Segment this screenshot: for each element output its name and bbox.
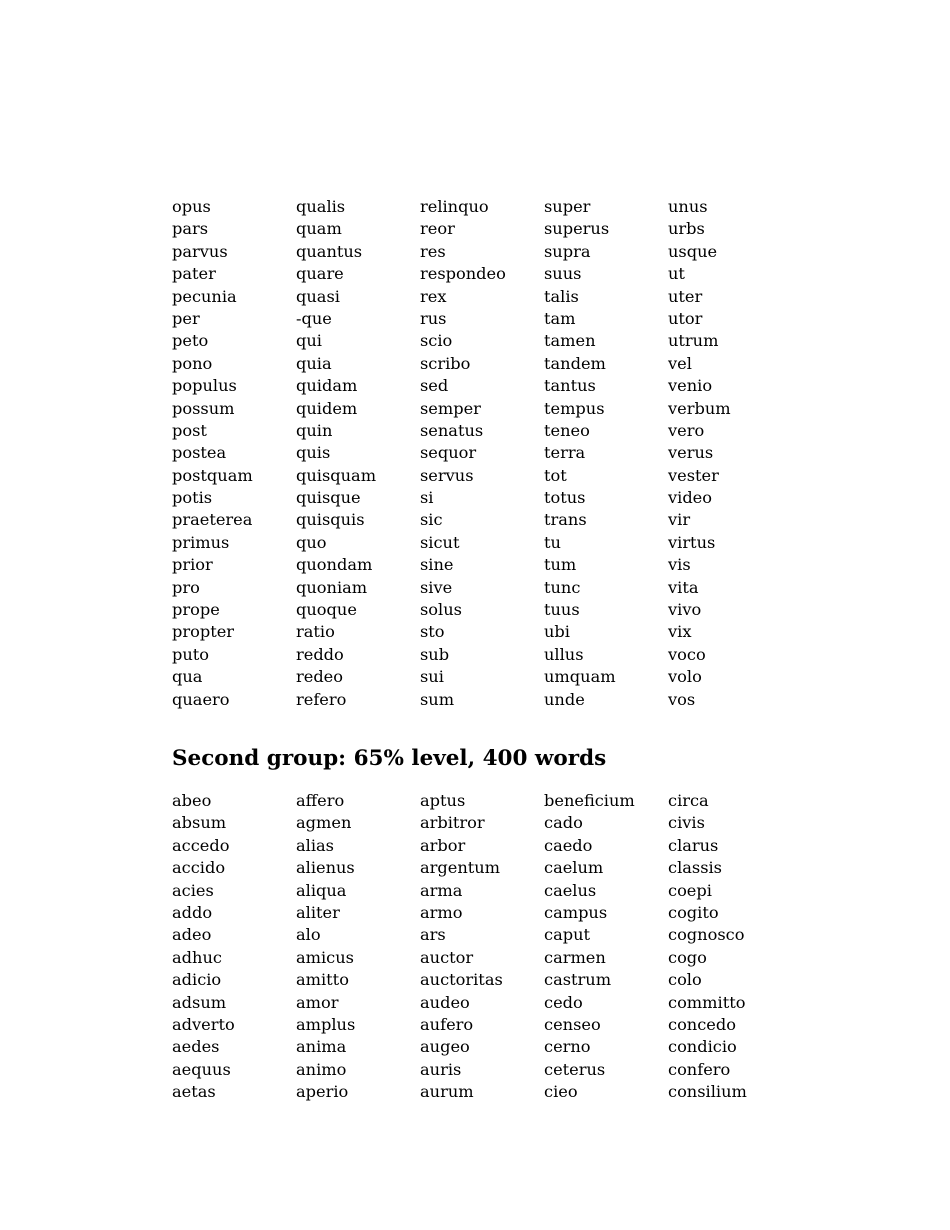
word-entry: rus [420,308,447,328]
word-entry: quasi [296,286,340,306]
word-entry: post [172,420,207,440]
word-entry: cogo [668,947,707,967]
word-entry: postea [172,443,227,463]
word-entry: possum [172,398,235,418]
word-entry: pars [172,219,209,239]
word-entry: supra [544,241,591,261]
word-entry: totus [544,488,586,508]
word-entry: quare [296,264,344,284]
word-entry: quo [296,532,327,552]
word-entry: quisquis [296,510,365,530]
word-column [544,196,668,711]
word-entry: unus [668,197,708,216]
word-entry: adicio [172,970,222,990]
word-entry: argentum [420,858,501,878]
word-entry: si [420,488,434,508]
word-entry: tu [544,532,561,552]
word-entry: volo [668,667,702,687]
word-entry: civis [668,813,705,833]
word-entry: terra [544,443,586,463]
word-entry: prior [172,555,213,575]
word-entry: pater [172,264,216,284]
word-entry: servus [420,465,474,485]
word-entry: postquam [172,465,253,485]
word-entry: concedo [668,1014,736,1034]
word-entry: praeterea [172,510,253,530]
word-entry: voco [668,644,706,664]
word-entry: accido [172,858,226,878]
word-entry: video [668,488,713,508]
word-entry: audeo [420,992,470,1012]
word-entry: quisquam [296,465,377,485]
word-entry: vir [668,510,691,530]
word-entry: adeo [172,925,212,945]
word-entry: abeo [172,791,212,810]
word-entry: amitto [296,970,349,990]
word-entry: quondam [296,555,373,575]
word-entry: vivo [668,600,702,620]
word-entry: absum [172,813,227,833]
word-entry: verbum [668,398,731,418]
word-entry: vita [668,577,699,597]
word-entry: accedo [172,835,230,855]
word-entry: campus [544,902,608,922]
word-entry: sive [420,577,453,597]
word-entry: tum [544,555,577,575]
word-entry: vix [668,622,692,642]
word-entry: reor [420,219,455,239]
word-list-group-two [172,790,792,1103]
word-entry: animo [296,1059,347,1079]
word-entry: ars [420,925,446,945]
word-entry: cado [544,813,583,833]
word-entry: quidam [296,376,358,396]
word-column [544,790,668,1103]
word-entry: adverto [172,1014,235,1034]
word-entry: primus [172,532,230,552]
word-entry: adsum [172,992,227,1012]
word-entry: augeo [420,1037,470,1057]
word-entry: agmen [296,813,352,833]
word-entry: tandem [544,353,606,373]
word-entry: aequus [172,1059,231,1079]
word-entry: utrum [668,331,719,351]
word-entry: quisque [296,488,361,508]
word-entry: ullus [544,644,584,664]
word-entry: sum [420,689,455,709]
word-entry: tantus [544,376,596,396]
word-entry: sic [420,510,443,530]
word-entry: scio [420,331,453,351]
word-entry: opus [172,197,211,216]
word-column [668,196,792,711]
word-entry: sine [420,555,454,575]
word-entry: sto [420,622,445,642]
word-entry: colo [668,970,702,990]
word-entry: anima [296,1037,347,1057]
word-entry: ceterus [544,1059,606,1079]
word-column [172,790,296,1103]
word-entry: tempus [544,398,605,418]
word-entry: sicut [420,532,460,552]
word-entry: auctor [420,947,474,967]
word-entry: cognosco [668,925,745,945]
word-entry: armo [420,902,463,922]
word-entry: committo [668,992,746,1012]
word-entry: amicus [296,947,354,967]
word-entry: caelus [544,880,597,900]
word-entry: amplus [296,1014,356,1034]
word-entry: carmen [544,947,606,967]
word-entry: venio [668,376,713,396]
word-entry: cogito [668,902,719,922]
word-entry: urbs [668,219,705,239]
word-entry: aperio [296,1082,349,1102]
word-entry: amor [296,992,339,1012]
word-entry: tot [544,465,567,485]
word-entry: relinquo [420,197,489,216]
word-entry: super [544,197,591,216]
word-entry: circa [668,791,709,810]
word-entry: consilium [668,1082,747,1102]
word-entry: adhuc [172,947,222,967]
word-entry: quoniam [296,577,368,597]
word-entry: sequor [420,443,477,463]
word-entry: reddo [296,644,344,664]
word-entry: aptus [420,791,466,810]
word-entry: quidem [296,398,358,418]
word-entry: qua [172,667,203,687]
word-entry: rex [420,286,447,306]
word-entry: ubi [544,622,570,642]
word-entry: quia [296,353,332,373]
word-entry: semper [420,398,481,418]
word-entry: auris [420,1059,462,1079]
word-entry: senatus [420,420,484,440]
word-entry: quis [296,443,331,463]
word-entry: aliqua [296,880,347,900]
word-entry: utor [668,308,703,328]
word-entry: usque [668,241,718,261]
word-entry: castrum [544,970,612,990]
word-entry: respondeo [420,264,506,284]
word-entry: condicio [668,1037,737,1057]
section-heading: Second group: 65% level, 400 words [172,746,607,771]
word-entry: talis [544,286,579,306]
word-entry: cedo [544,992,583,1012]
word-entry: cerno [544,1037,591,1057]
word-entry: classis [668,858,722,878]
word-entry: aedes [172,1037,220,1057]
word-entry: trans [544,510,587,530]
word-entry: addo [172,902,213,922]
word-entry: qui [296,331,322,351]
word-entry: prope [172,600,220,620]
word-entry: quaero [172,689,230,709]
word-entry: alias [296,835,334,855]
word-entry: scribo [420,353,471,373]
word-entry: vester [668,465,719,485]
word-entry: potis [172,488,213,508]
word-entry: vel [668,353,692,373]
word-entry: aufero [420,1014,474,1034]
word-entry: per [172,308,200,328]
word-entry: pro [172,577,200,597]
word-entry: caedo [544,835,593,855]
word-entry: quin [296,420,333,440]
word-entry: qualis [296,197,346,216]
word-entry: res [420,241,446,261]
word-entry: umquam [544,667,616,687]
word-entry: peto [172,331,209,351]
word-entry: solus [420,600,462,620]
word-entry: unde [544,689,585,709]
word-entry: pecunia [172,286,237,306]
word-entry: sub [420,644,450,664]
word-entry: vero [668,420,705,440]
word-entry: quoque [296,600,357,620]
word-column [296,196,420,711]
word-entry: arbor [420,835,466,855]
word-entry: propter [172,622,235,642]
word-entry: populus [172,376,237,396]
word-entry: redeo [296,667,344,687]
word-column [172,196,296,711]
word-entry: ratio [296,622,335,642]
word-entry: affero [296,791,345,810]
word-entry: clarus [668,835,719,855]
word-entry: caelum [544,858,604,878]
word-entry: tuus [544,600,580,620]
word-entry: quam [296,219,342,239]
word-entry: suus [544,264,582,284]
word-entry: sui [420,667,444,687]
word-entry: quantus [296,241,363,261]
word-entry: vos [668,689,696,709]
word-entry: alo [296,925,321,945]
word-entry: coepi [668,880,712,900]
word-list-group-one [172,196,792,711]
word-entry: superus [544,219,610,239]
word-entry: -que [296,308,332,328]
word-entry: cieo [544,1082,578,1102]
word-entry: arma [420,880,463,900]
word-column [420,790,544,1103]
word-entry: beneficium [544,791,635,810]
word-column [420,196,544,711]
word-entry: parvus [172,241,228,261]
word-entry: alienus [296,858,355,878]
word-entry: refero [296,689,347,709]
word-entry: arbitror [420,813,485,833]
word-entry: tam [544,308,576,328]
word-entry: pono [172,353,213,373]
word-entry: auctoritas [420,970,503,990]
word-entry: ut [668,264,685,284]
word-entry: acies [172,880,214,900]
word-entry: teneo [544,420,590,440]
word-entry: caput [544,925,591,945]
word-entry: aetas [172,1082,216,1102]
word-entry: uter [668,286,703,306]
word-entry: censeo [544,1014,601,1034]
word-entry: tunc [544,577,581,597]
word-entry: aurum [420,1082,474,1102]
word-entry: aliter [296,902,340,922]
word-column [296,790,420,1103]
word-column [668,790,792,1103]
word-entry: vis [668,555,691,575]
word-entry: verus [668,443,714,463]
word-entry: sed [420,376,449,396]
word-entry: confero [668,1059,731,1079]
word-entry: virtus [668,532,716,552]
word-entry: puto [172,644,210,664]
word-entry: tamen [544,331,596,351]
